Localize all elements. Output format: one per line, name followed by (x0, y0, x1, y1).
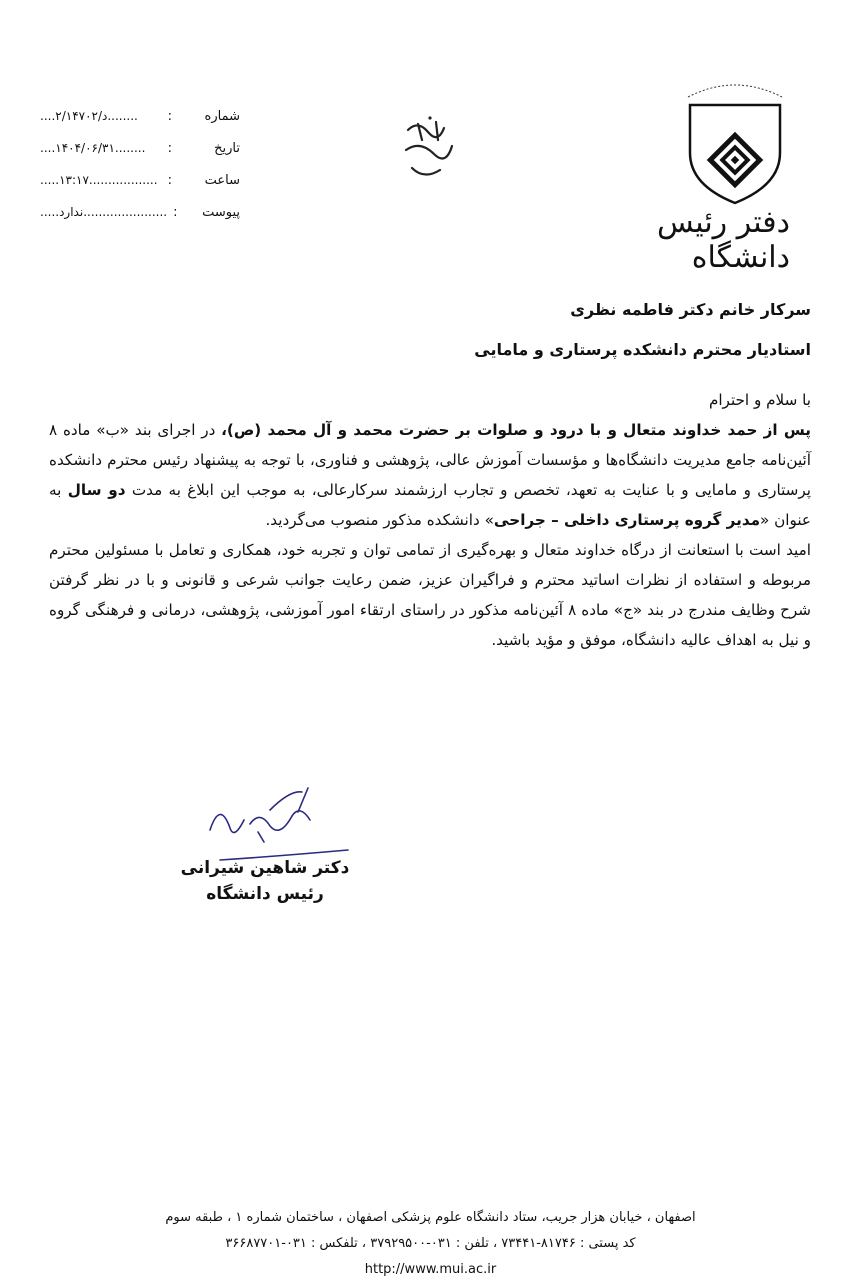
meta-time-value: .....۱۳:۱۷.................. (40, 173, 158, 187)
meta-number-row (40, 100, 240, 132)
footer-website-link[interactable]: http://www.mui.ac.ir (364, 1262, 497, 1277)
meta-time-row (40, 164, 240, 196)
praise-phrase: پس از حمد خداوند متعال و با درود و صلوات بر حضرت محمد و آل محمد (ص)، (221, 421, 811, 439)
appointment-as: به عنوان « (49, 481, 811, 529)
meta-number-label: شماره (204, 108, 240, 124)
letter-body (49, 385, 811, 655)
signatory-title: رئیس دانشگاه (206, 884, 324, 904)
recipient-name: سرکار خانم دکتر فاطمه نظری (570, 300, 811, 319)
meta-attachment-row (40, 196, 240, 228)
meta-colon: : (167, 172, 172, 188)
footer-contact: کد پستی : ۸۱۷۴۶-۷۳۴۴۱ ، تلفن : ۰۳۱-۳۷۹۲۹۵۰۰ ، تلفکس : ۰۳۱-۳۶۶۸۷۷۰۱ (225, 1236, 636, 1251)
letter-meta (40, 100, 240, 228)
recipient-block (51, 290, 811, 370)
appointment-end: » دانشکده مذکور منصوب می‌گردید. (265, 511, 494, 529)
duration-text: دو سال (67, 481, 126, 499)
basmala-calligraphy (388, 110, 468, 190)
meta-date-value: ....۱۴۰۴/۰۶/۳۱........ (40, 141, 146, 155)
meta-date-label: تاریخ (214, 140, 240, 156)
meta-number-value: ....۲/۱۴۷۰۲/د........ (40, 109, 138, 123)
meta-date-row (40, 132, 240, 164)
letter-footer (0, 1205, 861, 1283)
signatory-name: دکتر شاهین شیرانی (180, 858, 350, 878)
meta-colon: : (173, 204, 178, 220)
meta-attachment-value: .....ندارد...................... (40, 205, 168, 219)
university-emblem (660, 75, 810, 205)
paragraph-wishes: امید است با استعانت از درگاه خداوند متعال و بهره‌گیری از تمامی توان و تجربه خود، همکاری و تعامل با مسئولین محترم مربوطه و استفاده از نظرات اساتید محترم و فراگیران عزیز، ضمن رعایت جوانب شرعی و قانونی و با در نظر گرفتن شرح وظایف مندرج در بند «ج» ماده ۸ آئین‌نامه مذکور در راستای ارتقاء امور آموزشی، پژوهشی، درمانی و فرهنگی گروه و نیل به اهداف عالیه دانشگاه، موفق و مؤید باشید. (49, 541, 811, 649)
recipient-position: استادیار محترم دانشکده پرستاری و مامایی (474, 340, 811, 359)
meta-attachment-label: پیوست (202, 204, 240, 220)
office-title: دفتر رئیس دانشگاه (657, 205, 790, 275)
appointment-text: در اجرای بند «ب» ماده ۸ آئین‌نامه جامع مدیریت دانشگاه‌ها و مؤسسات آموزش عالی، پژوهشی و فناوری، با توجه به پیشنهاد رئیس محترم دانشکده پرستاری و مامایی و با عنایت به تعهد، تخصص و تجارب ارزشمند سرکارعالی، به موجب این ابلاغ به مدت (49, 421, 811, 499)
role-title: مدیر گروه پرستاری داخلی – جراحی (493, 511, 761, 529)
meta-time-label: ساعت (204, 172, 240, 188)
signatory (170, 855, 360, 907)
footer-address: اصفهان ، خیابان هزار جریب، ستاد دانشگاه علوم پزشکی اصفهان ، ساختمان شماره ۱ ، طبقه سوم (165, 1210, 696, 1225)
meta-colon: : (167, 140, 172, 156)
greeting: با سلام و احترام (708, 391, 811, 409)
meta-colon: : (167, 108, 172, 124)
paragraph-appointment (49, 415, 811, 535)
